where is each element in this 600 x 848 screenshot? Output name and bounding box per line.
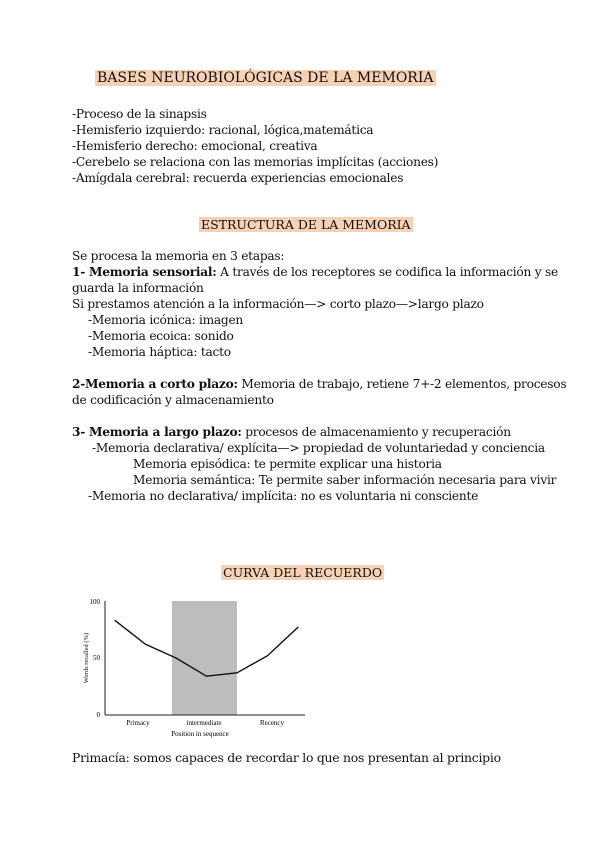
corto-plazo-text: Memoria de trabajo, retiene 7+-2 elementos, procesos — [237, 377, 567, 391]
no-declarativa-item: -Memoria no declarativa/ implícita: no es voluntaria ni consciente — [88, 489, 479, 503]
largo-plazo-label: 3- Memoria a largo plazo: — [72, 425, 242, 439]
y-axis-label: Words recalled (%) — [83, 632, 90, 684]
y-tick-label: 100 — [89, 598, 100, 606]
stages-lead: Se procesa la memoria en 3 etapas: — [72, 249, 285, 263]
recall-point — [297, 627, 298, 628]
largo-plazo-text: procesos de almacenamiento y recuperación — [241, 425, 511, 439]
intro-item: -Hemisferio derecho: emocional, creativa — [72, 139, 318, 153]
x-category-label: Recency — [259, 719, 285, 727]
x-axis-label: Position in sequence — [171, 730, 229, 738]
intro-item: -Proceso de la sinapsis — [72, 107, 207, 121]
sensorial-subitem: -Memoria ecoica: sonido — [88, 329, 234, 343]
section-heading-text: CURVA DEL RECUERDO — [223, 565, 383, 580]
sensorial-line — [72, 264, 558, 280]
recall-point — [267, 655, 268, 656]
recall-point — [145, 644, 146, 645]
attention-flow: Si prestamos atención a la información—> corto plazo—>largo plazo — [72, 297, 484, 311]
serial-position-chart — [80, 592, 320, 742]
episodica-item: Memoria episódica: te permite explicar una historia — [133, 457, 442, 471]
intro-item: -Cerebelo se relaciona con las memorias implícitas (acciones) — [72, 155, 439, 169]
recall-point — [236, 672, 237, 673]
section-heading-estructura — [199, 216, 413, 233]
intro-item: -Amígdala cerebral: recuerda experiencias emocionales — [72, 171, 404, 185]
document-title-text: BASES NEUROBIOLÓGICAS DE LA MEMORIA — [97, 70, 434, 86]
y-tick-label: 0 — [96, 711, 100, 719]
recall-point — [206, 676, 207, 677]
document-title — [95, 70, 436, 87]
recall-point — [175, 657, 176, 658]
chart-caption: Primacía: somos capaces de recordar lo que nos presentan al principio — [72, 750, 501, 765]
y-tick-label: 50 — [93, 654, 100, 662]
sensorial-subitem: -Memoria háptica: tacto — [88, 345, 231, 359]
section-heading-text: ESTRUCTURA DE LA MEMORIA — [201, 217, 411, 232]
sensorial-text: A través de los receptores se codifica la información y se — [216, 265, 558, 279]
corto-plazo-line-2: de codificación y almacenamiento — [72, 393, 274, 407]
largo-plazo-line — [72, 424, 511, 440]
corto-plazo-label: 2-Memoria a corto plazo: — [72, 377, 238, 391]
x-category-label: intermediate — [186, 719, 222, 727]
section-heading-curva — [221, 564, 384, 581]
semantica-item: Memoria semántica: Te permite saber información necesaria para vivir — [133, 473, 557, 487]
intermediate-region — [172, 601, 237, 715]
x-category-label: Primacy — [126, 719, 150, 727]
sensorial-label: 1- Memoria sensorial: — [72, 265, 217, 279]
sensorial-line-2: guarda la información — [72, 281, 204, 295]
intro-item: -Hemisferio izquierdo: racional, lógica,matemática — [72, 123, 374, 137]
declarativa-item: -Memoria declarativa/ explícita—> propiedad de voluntariedad y conciencia — [92, 441, 545, 455]
corto-plazo-line — [72, 376, 566, 392]
sensorial-subitem: -Memoria icónica: imagen — [88, 313, 244, 327]
recall-point — [114, 620, 115, 621]
